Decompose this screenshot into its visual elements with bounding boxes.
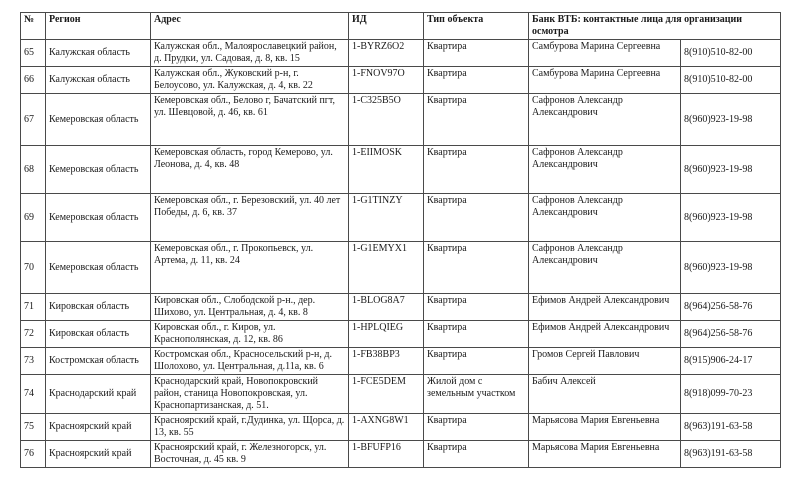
table-row xyxy=(21,146,781,194)
cell-phone: 8(915)906-24-17 xyxy=(681,348,781,375)
cell-region: Красноярский край xyxy=(46,414,151,441)
cell-object-type: Квартира xyxy=(424,40,529,67)
cell-object-type: Квартира xyxy=(424,414,529,441)
table-row xyxy=(21,321,781,348)
cell-num: 72 xyxy=(21,321,46,348)
cell-num: 70 xyxy=(21,242,46,294)
cell-region: Калужская область xyxy=(46,40,151,67)
cell-id: 1-HPLQIEG xyxy=(349,321,424,348)
cell-num: 71 xyxy=(21,294,46,321)
cell-id: 1-BLOG8A7 xyxy=(349,294,424,321)
cell-address: Кировская обл., г. Киров, ул. Краснополянская, д. 12, кв. 86 xyxy=(151,321,349,348)
cell-id: 1-G1EMYX1 xyxy=(349,242,424,294)
cell-phone: 8(960)923-19-98 xyxy=(681,194,781,242)
cell-region: Костромская область xyxy=(46,348,151,375)
property-table xyxy=(20,12,781,468)
cell-object-type: Квартира xyxy=(424,348,529,375)
table-row xyxy=(21,375,781,414)
cell-contact: Марьясова Мария Евгеньевна xyxy=(529,414,681,441)
table-row xyxy=(21,441,781,468)
cell-contact: Сафронов Александр Александрович xyxy=(529,146,681,194)
cell-phone: 8(960)923-19-98 xyxy=(681,94,781,146)
table-row xyxy=(21,194,781,242)
table-row xyxy=(21,294,781,321)
cell-id: 1-AXNG8W1 xyxy=(349,414,424,441)
cell-contact: Сафронов Александр Александрович xyxy=(529,242,681,294)
cell-region: Краснодарский край xyxy=(46,375,151,414)
table-row xyxy=(21,348,781,375)
cell-address: Кемеровская область, город Кемерово, ул. Леонова, д. 4, кв. 48 xyxy=(151,146,349,194)
cell-phone: 8(963)191-63-58 xyxy=(681,441,781,468)
cell-contact: Бабич Алексей xyxy=(529,375,681,414)
cell-object-type: Квартира xyxy=(424,242,529,294)
cell-address: Кемеровская обл., Белово г, Бачатский пгт, ул. Шевцовой, д. 46, кв. 61 xyxy=(151,94,349,146)
table-row xyxy=(21,242,781,294)
header-contact: Банк ВТБ: контактные лица для организации осмотра xyxy=(529,13,781,40)
cell-id: 1-BYRZ6O2 xyxy=(349,40,424,67)
header-num: № xyxy=(21,13,46,40)
cell-phone: 8(964)256-58-76 xyxy=(681,321,781,348)
cell-id: 1-G1TINZY xyxy=(349,194,424,242)
header-object-type: Тип объекта xyxy=(424,13,529,40)
cell-contact: Самбурова Марина Сергеевна xyxy=(529,40,681,67)
cell-num: 65 xyxy=(21,40,46,67)
cell-phone: 8(910)510-82-00 xyxy=(681,67,781,94)
table-row xyxy=(21,40,781,67)
cell-id: 1-BFUFP16 xyxy=(349,441,424,468)
cell-phone: 8(963)191-63-58 xyxy=(681,414,781,441)
cell-object-type: Квартира xyxy=(424,146,529,194)
cell-contact: Сафронов Александр Александрович xyxy=(529,94,681,146)
cell-address: Красноярский край, г. Железногорск, ул. Восточная, д. 45 кв. 9 xyxy=(151,441,349,468)
cell-address: Кемеровская обл., г. Прокопьевск, ул. Артема, д. 11, кв. 24 xyxy=(151,242,349,294)
cell-object-type: Квартира xyxy=(424,321,529,348)
cell-region: Красноярский край xyxy=(46,441,151,468)
cell-object-type: Квартира xyxy=(424,94,529,146)
table-row xyxy=(21,414,781,441)
cell-region: Калужская область xyxy=(46,67,151,94)
cell-contact: Самбурова Марина Сергеевна xyxy=(529,67,681,94)
cell-num: 66 xyxy=(21,67,46,94)
cell-address: Краснодарский край, Новопокровский район, станица Новопокровская, ул. Краснопартизанская, д. 51. xyxy=(151,375,349,414)
cell-address: Костромская обл., Красносельский р-н, д. Шолохово, ул. Центральная, д.11а, кв. 6 xyxy=(151,348,349,375)
cell-region: Кемеровская область xyxy=(46,94,151,146)
cell-address: Кировская обл., Слободской р-н., дер. Шихово, ул. Центральная, д. 4, кв. 8 xyxy=(151,294,349,321)
document-page xyxy=(20,12,780,468)
cell-address: Калужская обл., Малоярославецкий район, д. Прудки, ул. Садовая, д. 8, кв. 15 xyxy=(151,40,349,67)
cell-contact: Марьясова Мария Евгеньевна xyxy=(529,441,681,468)
cell-num: 74 xyxy=(21,375,46,414)
cell-address: Кемеровская обл., г. Березовский, ул. 40 лет Победы, д. 6, кв. 37 xyxy=(151,194,349,242)
cell-phone: 8(964)256-58-76 xyxy=(681,294,781,321)
cell-num: 67 xyxy=(21,94,46,146)
cell-id: 1-FB38BP3 xyxy=(349,348,424,375)
cell-region: Кировская область xyxy=(46,321,151,348)
cell-phone: 8(960)923-19-98 xyxy=(681,242,781,294)
cell-address: Калужская обл., Жуковский р-н, г. Белоусово, ул. Калужская, д. 4, кв. 22 xyxy=(151,67,349,94)
cell-num: 73 xyxy=(21,348,46,375)
cell-num: 75 xyxy=(21,414,46,441)
cell-region: Кировская область xyxy=(46,294,151,321)
cell-contact: Ефимов Андрей Александрович xyxy=(529,294,681,321)
table-row xyxy=(21,94,781,146)
cell-id: 1-FCE5DEM xyxy=(349,375,424,414)
cell-region: Кемеровская область xyxy=(46,194,151,242)
cell-phone: 8(960)923-19-98 xyxy=(681,146,781,194)
cell-num: 69 xyxy=(21,194,46,242)
header-address: Адрес xyxy=(151,13,349,40)
cell-id: 1-FNOV97O xyxy=(349,67,424,94)
cell-object-type: Квартира xyxy=(424,194,529,242)
header-region: Регион xyxy=(46,13,151,40)
cell-phone: 8(918)099-70-23 xyxy=(681,375,781,414)
header-row xyxy=(21,13,781,40)
cell-id: 1-C325B5O xyxy=(349,94,424,146)
cell-id: 1-EIIMOSK xyxy=(349,146,424,194)
cell-object-type: Жилой дом с земельным участком xyxy=(424,375,529,414)
cell-object-type: Квартира xyxy=(424,294,529,321)
cell-region: Кемеровская область xyxy=(46,242,151,294)
cell-phone: 8(910)510-82-00 xyxy=(681,40,781,67)
cell-num: 68 xyxy=(21,146,46,194)
cell-contact: Ефимов Андрей Александрович xyxy=(529,321,681,348)
cell-region: Кемеровская область xyxy=(46,146,151,194)
cell-address: Красноярский край, г.Дудинка, ул. Щорса, д. 13, кв. 55 xyxy=(151,414,349,441)
cell-contact: Сафронов Александр Александрович xyxy=(529,194,681,242)
cell-num: 76 xyxy=(21,441,46,468)
table-row xyxy=(21,67,781,94)
cell-object-type: Квартира xyxy=(424,441,529,468)
cell-contact: Громов Сергей Павлович xyxy=(529,348,681,375)
cell-object-type: Квартира xyxy=(424,67,529,94)
header-id: ИД xyxy=(349,13,424,40)
